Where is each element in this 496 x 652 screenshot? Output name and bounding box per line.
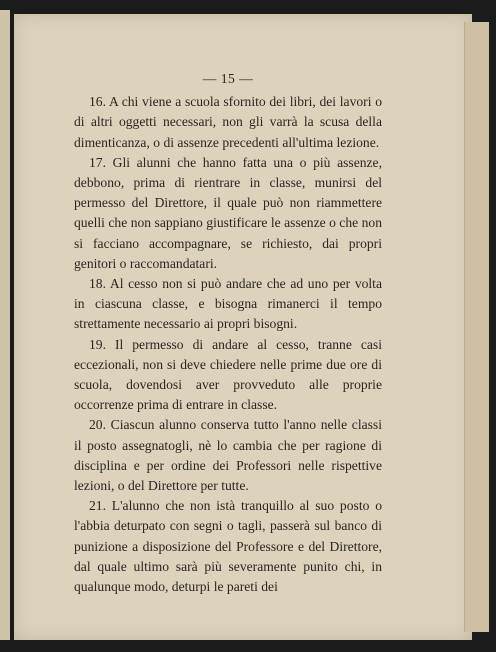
page-text xyxy=(74,69,382,597)
page-number: — 15 — xyxy=(202,71,254,86)
previous-page-edge xyxy=(0,10,10,640)
paragraph-16: 16. A chi viene a scuola sfornito dei libri, dei lavori o di altri oggetti necessari, non gli varrà la scusa della dimenticanza, o di assenze precedenti all'ultima lezione. xyxy=(74,94,382,150)
paragraph-18: 18. Al cesso non si può andare che ad uno per volta in ciascuna classe, e bisogna rimanerci il tempo strettamente necessario ai propri bisogni. xyxy=(74,276,382,332)
paragraph-21: 21. L'alunno che non istà tranquillo al suo posto o l'abbia deturpato con segni o tagli, passerà sul banco di punizione a disposizione del Professore e del Direttore, dal quale ultimo sarà più severamente punito chi, in qualunque modo, deturpi le pareti dei xyxy=(74,498,382,595)
paragraph-17: 17. Gli alunni che hanno fatta una o più assenze, debbono, prima di rientrare in classe, munirsi del permesso del Direttore, il quale può non riammettere quelli che non sappiano giustificare le assenze o che non si facciano accompagnare, se richiesto, dai propri genitori o raccomandatari. xyxy=(74,154,382,271)
paragraph-20: 20. Ciascun alunno conserva tutto l'anno nelle classi il posto assegnatogli, nè lo cambia che per ragione di disciplina e per ordine dei Professori nelle rispettive lezioni, o del Direttore per tutte. xyxy=(74,417,382,494)
paragraph-19: 19. Il permesso di andare al cesso, tranne casi eccezionali, non si deve chiedere nelle prime due ore di scuola, dovendosi aver provveduto alle proprie occorrenze prima di entrare in classe. xyxy=(74,336,382,413)
next-page-edge xyxy=(464,22,489,632)
